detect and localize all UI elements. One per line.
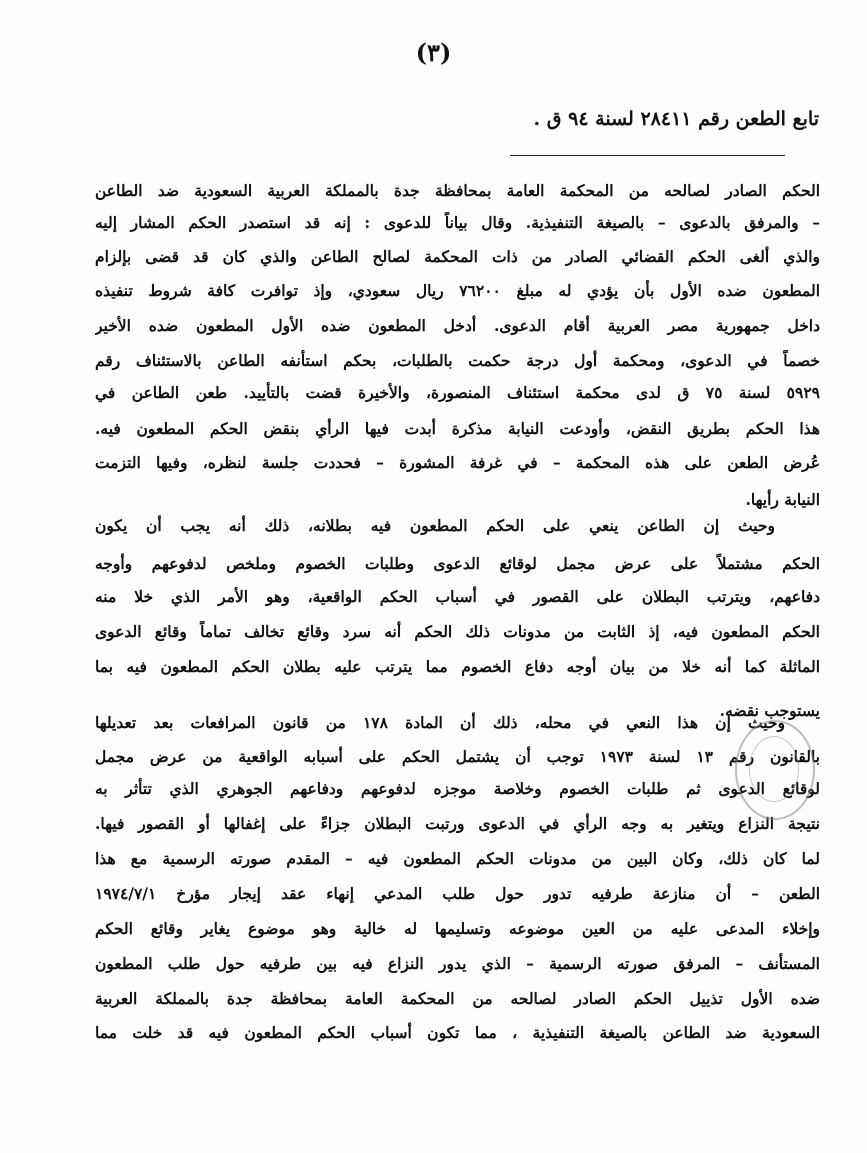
body-line: لما كان ذلك، وكان البين من مدونات الحكم المطعون فيه – المقدم صورته الرسمية مع هذا [95,849,820,868]
body-line: الحكم مشتملاً على عرض مجمل لوقائع الدعوى وطلبات الخصوم وملخص لدفوعهم وأوجه [95,554,820,573]
body-line: ضده الأول تذييل الحكم الصادر لصالحه من المحكمة العامة بمحافظة جدة بالمملكة العربية [95,989,820,1008]
body-line: وإخلاء المدعى عليه من العين موضوعه وتسليمها له خالية وهو موضوع يغاير وقائع الحكم [95,919,820,938]
header-underline [510,155,785,156]
body-line: الحكم المطعون فيه، إذ الثابت من مدونات ذلك الحكم أنه سرد وقائع تخالف تماماً وقائع الدعوى [95,622,820,641]
body-line: نتيجة النزاع ويتغير به وجه الرأي في الدعوى ورتبت البطلان جزاءً على إغفالها أو القصور فيها. [95,814,820,833]
stamp-inner-ring [749,736,799,802]
body-line: خصماً في الدعوى، ومحكمة أول درجة حكمت بالطلبات، بحكم استأنفه الطاعن بالاستئناف رقم [95,351,820,370]
body-line: – والمرفق بالدعوى – بالصيغة التنفيذية. وقال بياناً للدعوى : إنه قد استصدر الحكم المشار إليه [95,213,820,232]
body-line: بالقانون رقم ١٣ لسنة ١٩٧٣ توجب أن يشتمل الحكم على أسبابه الواقعية من عرض مجمل [95,747,820,766]
body-line: المستأنف – المرفق صورته الرسمية – الذي يدور النزاع فيه بين طرفيه حول طلب المطعون [95,954,820,973]
body-line: الطعن – أن منازعة طرفيه تدور حول طلب المدعي إنهاء عقد إيجار مؤرخ ١٩٧٤/٧/١ [95,884,820,903]
body-line: لوقائع الدعوى ثم طلبات الخصوم وخلاصة موجزه لدفوعهم ودفاعهم الجوهري الذي تتأثر به [95,779,820,798]
body-line: ٥٩٢٩ لسنة ٧٥ ق لدى محكمة استئناف المنصورة، والأخيرة قضت بالتأييد. طعن الطاعن في [95,383,820,402]
body-line: يستوجب نقضه. [719,701,820,720]
body-line: السعودية ضد الطاعن بالصيغة التنفيذية ، مما تكون أسباب الحكم المطعون فيه قد خلت مما [95,1023,820,1042]
body-line: هذا الحكم بطريق النقض، وأودعت النيابة مذكرة أبدت فيها الرأي بنقض الحكم المطعون فيه. [95,419,820,438]
body-line: الحكم الصادر لصالحه من المحكمة العامة بمحافظة جدة بالمملكة العربية السعودية ضد الطاعن [95,181,820,200]
body-line: عُرض الطعن على هذه المحكمة – في غرفة المشورة – فحددت جلسة لنظره، وفيها التزمت [95,453,820,472]
body-line: النيابة رأيها. [745,490,820,509]
body-line: داخل جمهورية مصر العربية أقام الدعوى. أدخل المطعون ضده الأول المطعون ضده الأخير [95,316,820,335]
official-stamp [735,720,815,820]
body-line: والذي ألغى الحكم القضائي الصادر من ذات المحكمة لصالح الطاعن والذي كان قد قضى بإلزام [95,247,820,266]
body-line: الماثلة كما أنه خلا من بيان أوجه دفاع الخصوم مما يترتب عليه بطلان الحكم المطعون فيه بما [95,657,820,676]
body-line: وحيث إن هذا النعي في محله، ذلك أن المادة ١٧٨ من قانون المرافعات بعد تعديلها [95,713,785,732]
body-line: المطعون ضده الأول بأن يؤدي له مبلغ ٧٦٢٠٠ ريال سعودي، وإذ توافرت كافة شروط تنفيذه [95,281,820,300]
appeal-header: تابع الطعن رقم ٢٨٤١١ لسنة ٩٤ ق . [533,108,819,130]
body-line: وحيث إن الطاعن ينعي على الحكم المطعون فيه بطلانه، ذلك أنه يجب أن يكون [95,516,775,535]
body-line: دفاعهم، ويترتب البطلان على القصور في أسباب الحكم الواقعية، وهو الأمر الذي خلا منه [95,587,820,606]
page-number: (٣) [415,38,452,67]
